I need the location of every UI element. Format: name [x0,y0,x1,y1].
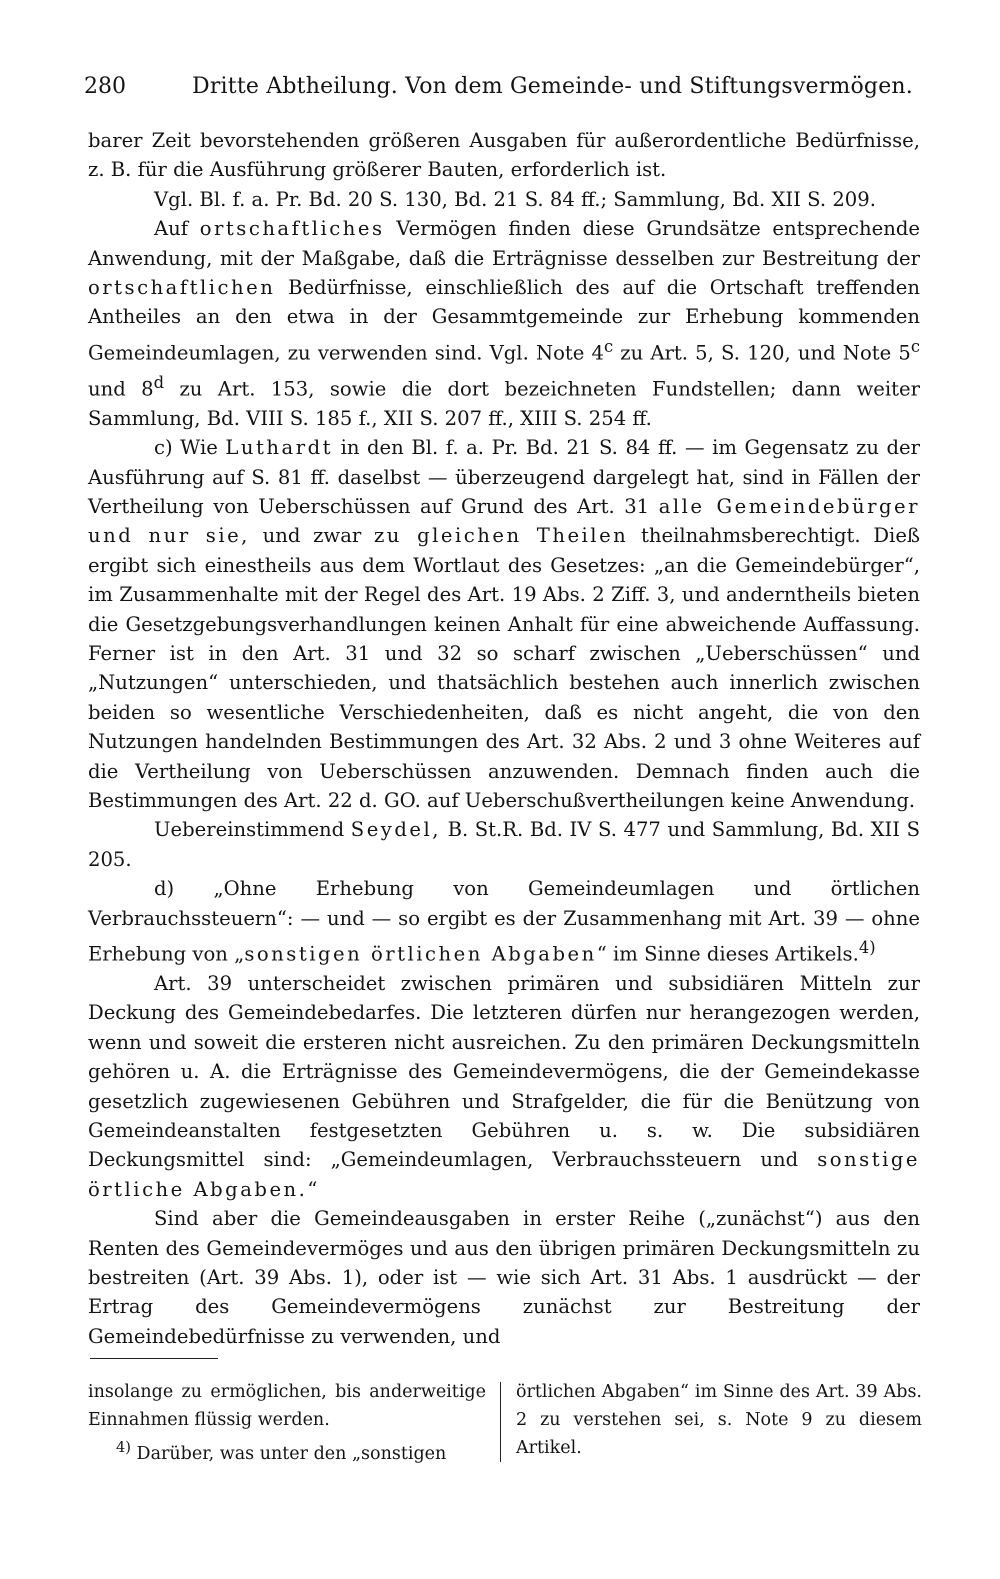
running-title: Dritte Abtheilung. Von dem Gemeinde- und Stiftungsvermögen. [192,74,913,99]
footnote-continuation: insolange zu ermöglichen, bis anderweitige Einnahmen flüssig werden. [88,1382,486,1430]
paragraph-continuation: barer Zeit bevorstehenden größeren Ausgaben für außerordentliche Bedürfnisse, z. B. für die Ausführung größerer Bauten, erforderlich ist. [88,129,920,182]
main-text [88,126,920,1351]
paragraph-reference-b: Vgl. Bl. f. a. Pr. Bd. 20 S. 130, Bd. 21 S. 84 ff.; Sammlung, Bd. XII S. 209. [154,187,876,211]
paragraph-seydel-reference: Uebereinstimmend Seydel, B. St.R. Bd. IV S. 477 und Sammlung, Bd. XII S 205. [88,818,921,871]
footnotes [88,1378,922,1478]
superscript: c [910,336,920,356]
footnote-marker: 4) [116,1439,131,1456]
footnote-column-left [88,1378,486,1468]
spaced-emphasis: sonstige örtliche Abgaben. [88,1148,920,1201]
paragraph-gemeindeausgaben: Sind aber die Gemeindeausgaben in erster Reihe („zunächst“) aus den Renten des Gemeindevermöges und aus den übrigen primären Deckungsmitteln zu bestreiten (Art. 39 Abs. 1), oder ist — wie sich Art. 31 Abs. 1 ausdrückt — der Ertrag des Gemeindevermögens zunächst zur Bestreitung der Gemeindebedürfnisse zu verwenden, und [88,1207,920,1348]
footnote-column-right [516,1378,922,1462]
footnote-marker: 4) [858,938,876,958]
spaced-emphasis: Seydel, [350,818,442,842]
page-header [84,70,920,104]
paragraph-d: d) „Ohne Erhebung von Gemeindeumlagen und örtlichen Verbrauchssteuern“: — und — so ergibt es der Zusammenhang mit Art. 39 — ohne Erhebung von „sonstigen örtlichen Abgaben“ im Sinne dieses Artikels.$^{4)}$ [88,877,920,966]
superscript: d [153,372,165,392]
spaced-emphasis: Luthardt [225,436,333,460]
column-divider [500,1382,501,1462]
superscript: c [603,336,614,356]
page-number: 280 [84,74,126,99]
spaced-emphasis: sonstigen örtlichen Abgaben [244,942,597,966]
footnote-separator [90,1358,218,1359]
spaced-emphasis: ortschaftlichen [88,276,276,300]
spaced-emphasis: zu gleichen Theilen [373,524,629,548]
paragraph-ortschaftliches-vermoegen: Auf ortschaftliches Vermögen finden diese Grundsätze entsprechende Anwendung, mit der Maßgabe, daß die Erträgnisse desselben zur Bestreitung der ortschaftlichen Bedürfnisse, einschließlich des auf die Ortschaft treffenden Antheiles an den etwa in der Gesammtgemeinde zur Erhebung kommenden Gemeindeumlagen, zu verwenden sind. Vgl. Note 4$^c$ zu Art. 5, S. 120, und Note 5$^c$ und 8$^d$ zu Art. 153, sowie die dort bezeichneten Fundstellen; dann weiter Sammlung, Bd. VIII S. 185 f., XII S. 207 ff., XIII S. 254 ff. [88,217,921,430]
spaced-emphasis: alle Gemeindebürger und nur sie, [88,494,920,548]
paragraph-c: c) Wie Luthardt in den Bl. f. a. Pr. Bd. 21 S. 84 ff. — im Gegensatz zu der Ausführung auf S. 81 ff. daselbst — überzeugend dargelegt hat, sind in Fällen der Vertheilung von Ueberschüssen auf Grund des Art. 31 alle Gemeindebürger und nur sie, und zwar zu gleichen Theilen theilnahmsberechtigt. Dieß ergibt sich einestheils aus dem Wortlaut des Gesetzes: „an die Gemeindebürger“, im Zusammenhalte mit der Regel des Art. 19 Abs. 2 Ziff. 3, und anderntheils bieten die Gesetzgebungsverhandlungen keinen Anhalt für eine abweichende Auffassung. Ferner ist in den Art. 31 und 32 so scharf zwischen „Ueberschüssen“ und „Nutzungen“ unterschieden, und thatsächlich bestehen auch innerlich zwischen beiden so wesentliche Verschiedenheiten, daß es nicht angeht, die von den Nutzungen handelnden Bestimmungen des Art. 32 Abs. 2 und 3 ohne Weiteres auf die Vertheilung von Ueberschüssen anzuwenden. Demnach finden auch die Bestimmungen des Art. 22 d. GO. auf Ueberschußvertheilungen keine Anwendung. [88,436,921,812]
footnote-4: $^{4)}$ Darüber, was unter den „sonstigen [116,1439,447,1464]
paragraph-art-39: Art. 39 unterscheidet zwischen primären und subsidiären Mitteln zur Deckung des Gemeindebedarfes. Die letzteren dürfen nur herangezogen werden, wenn und soweit die ersteren nicht ausreichen. Zu den primären Deckungsmitteln gehören u. A. die Erträgnisse des Gemeindevermögens, die der Gemeindekasse gesetzlich zugewiesenen Gebühren und Strafgelder, die für die Benützung von Gemeindeanstalten festgesetzten Gebühren u. s. w. Die subsidiären Deckungsmittel sind: „Gemeindeumlagen, Verbrauchssteuern und sonstige örtliche Abgaben.“ [88,971,920,1201]
spaced-emphasis: ortschaftliches [199,217,385,241]
footnote-4-continuation: örtlichen Abgaben“ im Sinne des Art. 39 Abs. 2 zu verstehen sei, s. Note 9 zu diesem Artikel. [516,1382,922,1458]
